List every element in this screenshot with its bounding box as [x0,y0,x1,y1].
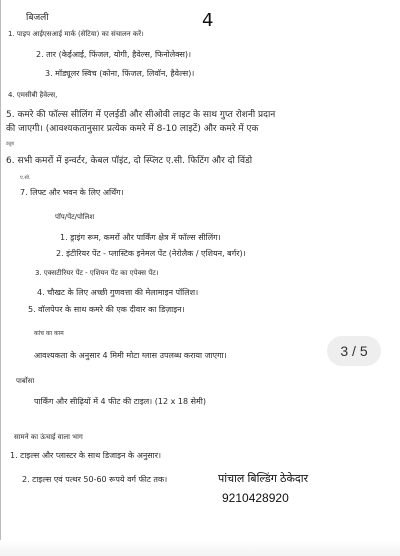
elevation-line-2: 2. टाइल्स एवं पत्थर 50-60 रूपये वर्ग फीट तक। [22,475,168,484]
pop-line-4: 4. चौखट के लिए अच्छी गुणवत्ता की मेलामाइन पॉलिश। [37,288,199,297]
page-number: 4 [202,10,214,31]
electrical-line-5b: की जाएगी। (आवश्यकतानुसार प्रत्येक कमरे में 8-10 लाइटें) और कमरे में एक [6,124,259,134]
pop-line-2: 2. इंटीरियर पेंट - प्लास्टिक इनेमल पेंट (नेरोलैक / एशियन, बर्गर)। [56,249,246,258]
electrical-line-2: 2. तार (केईआई, फिंजल, योगी, हैवेल्स, फिनोलेक्स)। [36,50,192,59]
pop-line-1: 1. ड्राइंग रूम, कमरों और पार्किंग क्षेत्र में फॉल्स सीलिंग। [60,233,221,242]
electrical-line-4: 4. एमसीबी हैवेल्स, [8,91,58,99]
electrical-line-1: 1. पाइप आईएसआई मार्क (सेटिया) का संचालन करें। [8,30,144,38]
glass-line-1: आवश्यकता के अनुसार 4 मिमी मोटा ग्लास उपलब्ध कराया जाएगा। [34,351,227,360]
section-heading-pop: पॉप/पेंट/पोलिश [55,213,95,221]
electrical-line-3: 3. मॉड्यूलर स्विच (कोना, फिंजल, लिवॉन, हैवेल्स)। [45,69,195,78]
section-heading-flooring: पार्बोसा [16,377,35,385]
page-indicator: 3 / 5 [327,336,381,366]
electrical-line-7: 7. लिफ्ट और भवन के लिए अर्थिंग। [20,188,124,197]
page-border [0,0,1,556]
section-heading-glass: कांच का काम [34,330,64,337]
elevation-line-1: 1. टाइल्स और प्लास्टर के साथ डिजाइन के अनुसार। [10,451,162,460]
pop-line-5: 5. वॉलपेपर के साथ कमरे की एक दीवार का डिज़ाइन। [28,305,185,314]
electrical-line-6b: ए.सी. [20,175,31,181]
contractor-phone: 9210428920 [222,491,289,505]
contractor-name: पांचाल बिल्डिंग ठेकेदार [218,473,309,485]
pop-line-3: 3. एक्सटीरियर पेंट - एशियन पेंट का एपेक्स पेंट। [35,269,159,277]
electrical-line-5c: ट्यूब [6,141,14,147]
electrical-line-5a: 5. कमरे की फॉल्स सीलिंग में एलईडी और सीओवी लाइट के साथ गुप्त रोशनी प्रदान [6,110,276,120]
page-bottom-edge [0,540,400,556]
flooring-line-1: पार्किंग और सीढ़ियों में 4 फीट की टाइल। (12 x 18 सेमी) [34,397,206,406]
section-heading-electrical: बिजली [26,13,49,23]
electrical-line-6: 6. सभी कमरों में इन्वर्टर, केबल पॉइंट, दो स्प्लिट ए.सी. फिटिंग और दो विंडो [6,156,253,166]
section-heading-elevation: सामने का ऊंचाई वाला भाग [14,433,83,441]
